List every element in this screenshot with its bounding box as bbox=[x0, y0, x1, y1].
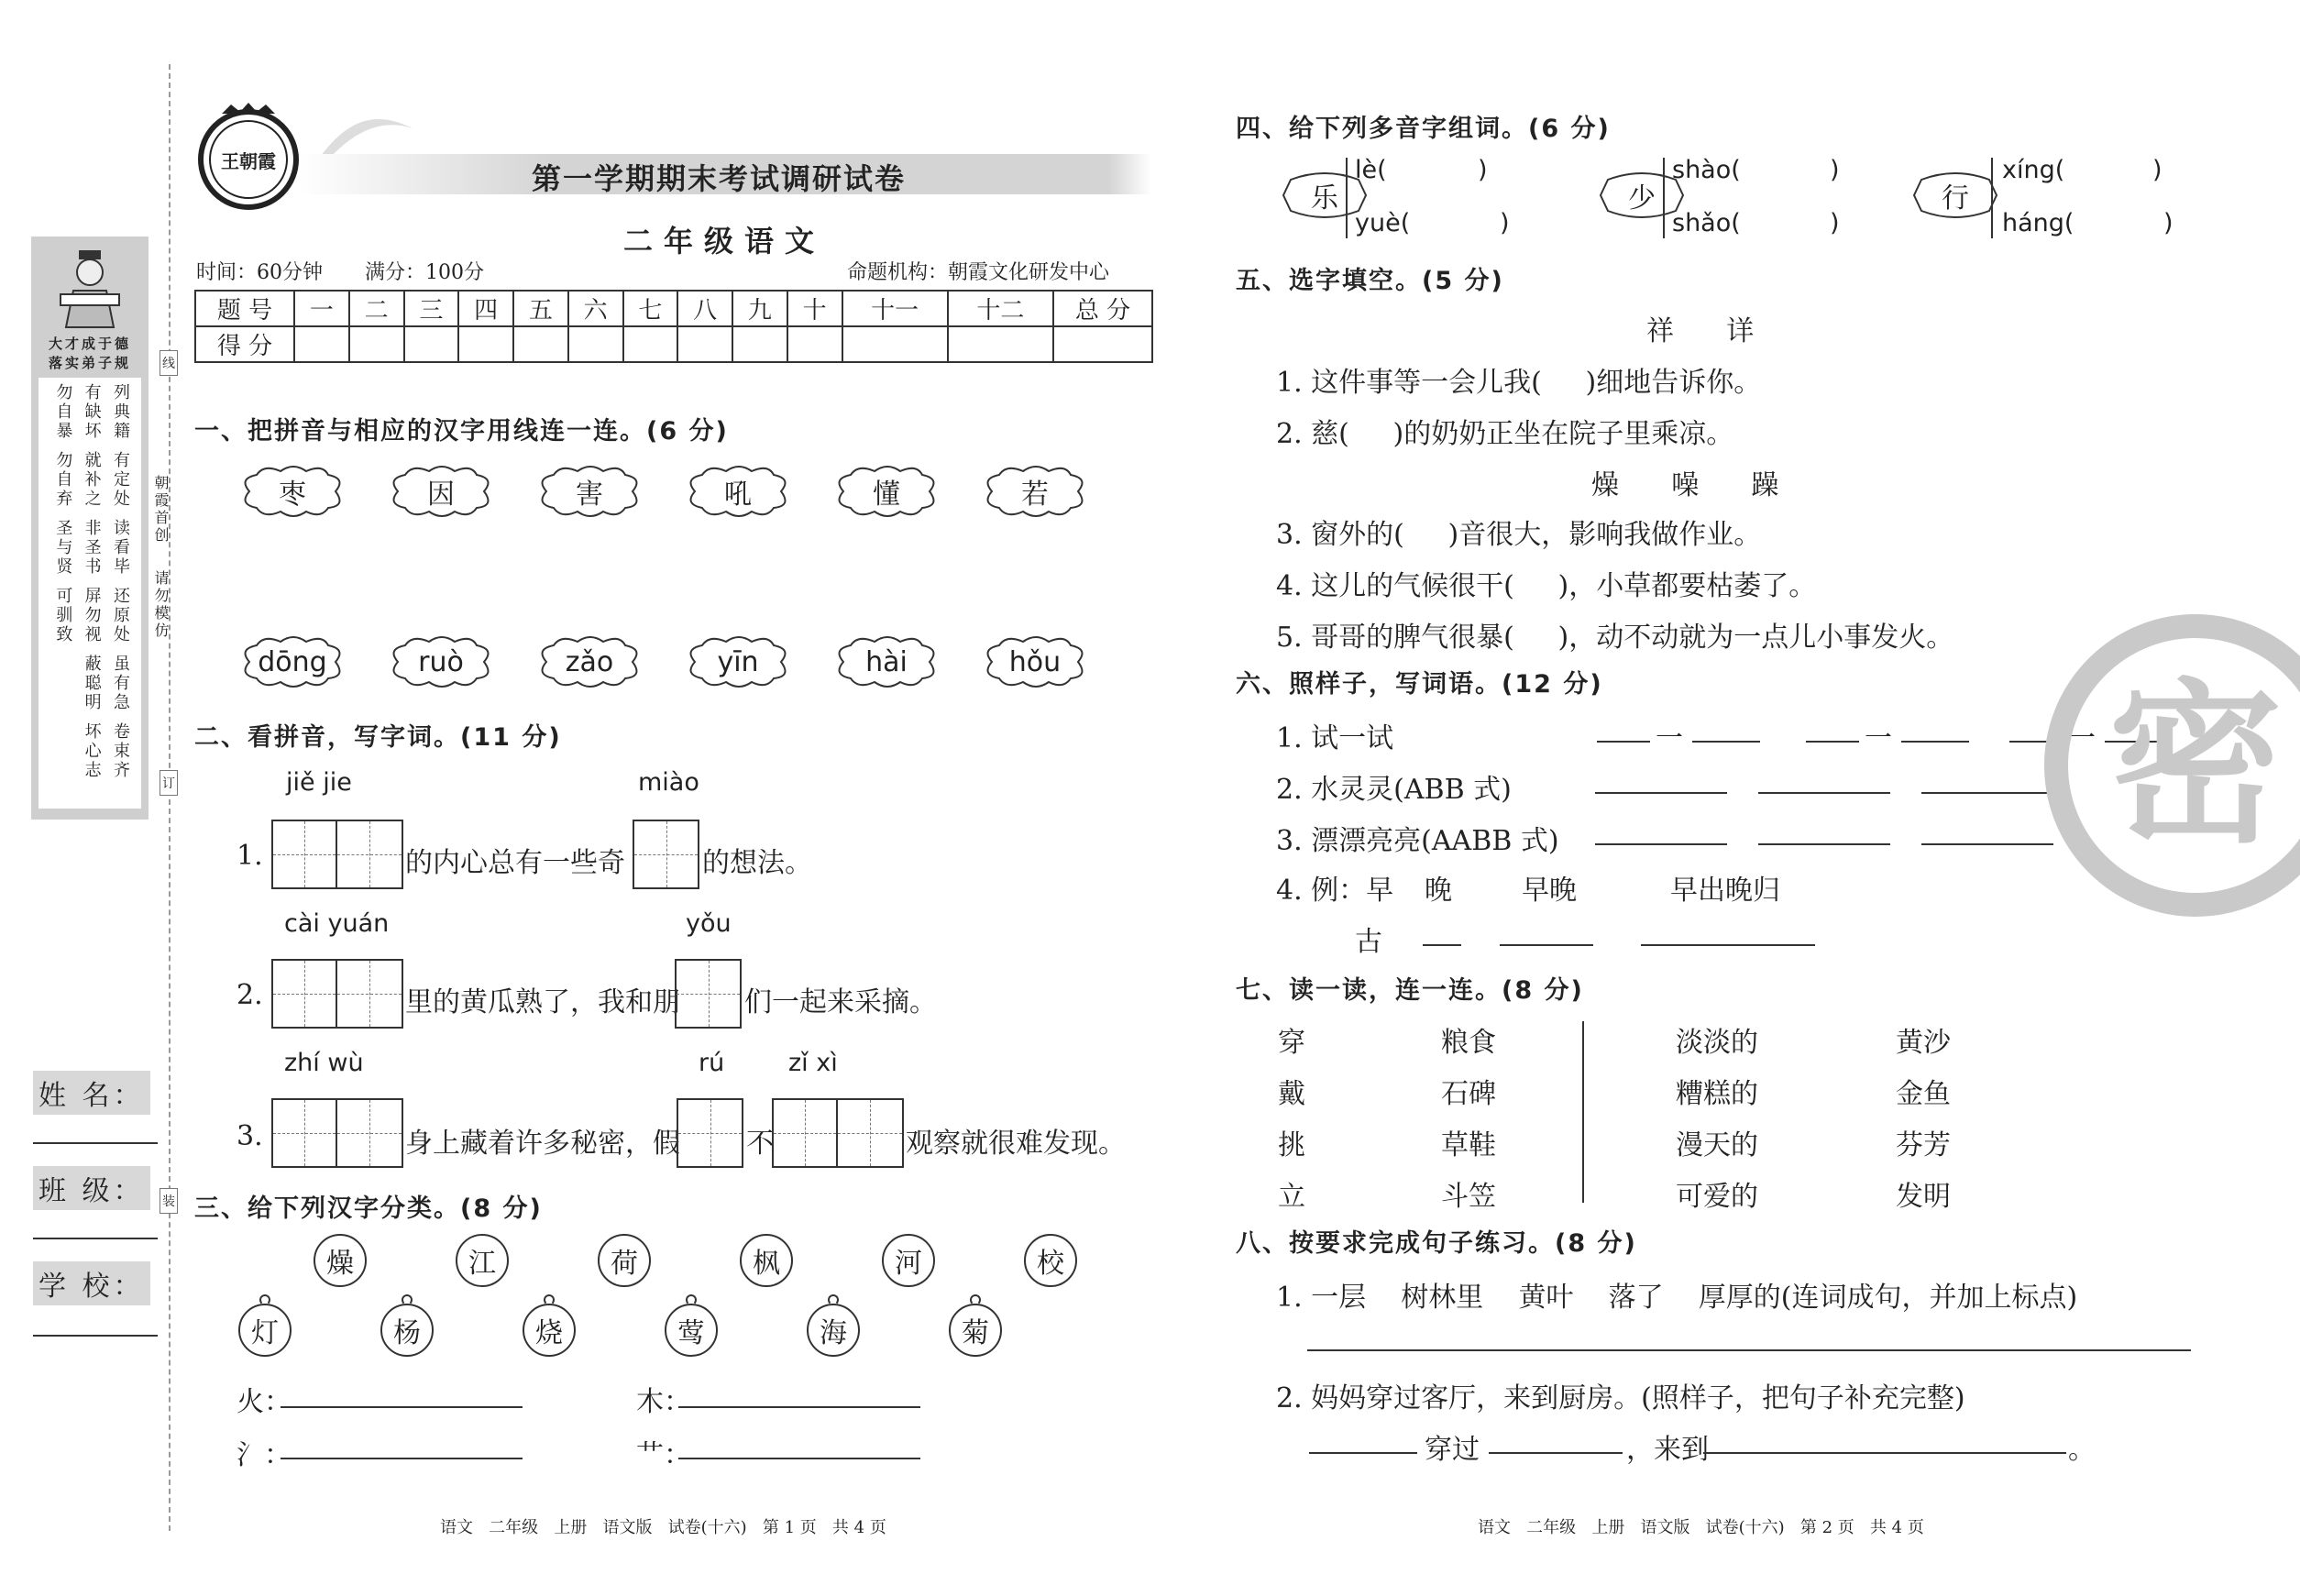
q6-blank[interactable] bbox=[1423, 944, 1461, 946]
poly-3b-close: ) bbox=[2163, 209, 2173, 237]
char-circle bbox=[238, 1304, 292, 1357]
q6-blank[interactable] bbox=[1500, 944, 1593, 946]
q6-blank[interactable] bbox=[1758, 792, 1890, 794]
score-value-row bbox=[195, 326, 1152, 362]
char-label: 吼 bbox=[724, 479, 752, 511]
poly-2a-close: ) bbox=[1830, 156, 1840, 184]
q2-l1-num: 1. bbox=[237, 840, 263, 872]
char-label: 行 bbox=[1942, 182, 1969, 215]
score-head: 二 bbox=[349, 291, 404, 326]
score-row-label: 得 分 bbox=[195, 326, 294, 362]
char-label: 少 bbox=[1628, 182, 1656, 215]
char-circle bbox=[314, 1234, 367, 1287]
q3-row1 bbox=[314, 1234, 1084, 1291]
q6-blank[interactable] bbox=[1758, 843, 1890, 845]
motto-col bbox=[48, 655, 74, 722]
q6-yi: 一 bbox=[1656, 722, 1683, 754]
brace-2 bbox=[1663, 158, 1670, 238]
motto-col: 勿自弃 bbox=[53, 451, 73, 509]
char-label: 莺 bbox=[677, 1317, 705, 1349]
score-head: 七 bbox=[623, 291, 678, 326]
motto-col: 列典籍 bbox=[111, 383, 130, 441]
school-label: 学 校： bbox=[33, 1261, 150, 1305]
motto-col: 勿自暴 bbox=[53, 383, 73, 441]
q7-c1: 立 bbox=[1278, 1181, 1305, 1213]
poly-2b: shǎo( bbox=[1672, 209, 1741, 237]
motto-text-block bbox=[39, 378, 141, 809]
score-cell[interactable] bbox=[404, 326, 459, 362]
pinyin-label: hài bbox=[865, 645, 908, 678]
q2-l3-pinyin2: rú bbox=[699, 1049, 725, 1077]
scholar-figure bbox=[39, 244, 141, 334]
q6-i2: 2. 水灵灵(ABB 式) bbox=[1276, 774, 1512, 806]
q2-l3-text2: 不 bbox=[746, 1128, 774, 1160]
q7-c3: 淡淡的 bbox=[1676, 1027, 1758, 1059]
char-label: 若 bbox=[1021, 479, 1049, 511]
q7-c4: 金鱼 bbox=[1896, 1078, 1951, 1110]
q8-end: 。 bbox=[2068, 1434, 2096, 1466]
pinyin-label: dōng bbox=[258, 645, 327, 678]
motto-line2: 落实弟子规 bbox=[48, 355, 131, 371]
char-label: 燥 bbox=[326, 1248, 354, 1280]
time-info: 时间：60分钟 bbox=[196, 261, 323, 284]
q7-c4: 芬芳 bbox=[1896, 1129, 1951, 1161]
wood-answer[interactable] bbox=[678, 1406, 920, 1408]
pinyin-label: yīn bbox=[717, 645, 759, 678]
q6-blank[interactable] bbox=[1901, 741, 1969, 743]
score-head: 五 bbox=[513, 291, 568, 326]
q2-l1-text1: 的内心总有一些奇 bbox=[405, 847, 625, 879]
char-label: 因 bbox=[427, 479, 455, 511]
name-label: 姓 名： bbox=[33, 1071, 150, 1115]
q2-l2-pinyin1: cài yuán bbox=[284, 909, 390, 938]
char-label: 枣 bbox=[279, 479, 306, 511]
q8-word2: ，来到 bbox=[1626, 1434, 1709, 1466]
q2-l3-pinyin3: zǐ xì bbox=[788, 1049, 838, 1077]
score-cell[interactable] bbox=[294, 326, 349, 362]
motto-col: 卷束齐 bbox=[111, 722, 130, 780]
char-label: 菊 bbox=[962, 1317, 989, 1349]
water-label: 氵： bbox=[237, 1439, 292, 1471]
q5-s2: 2. 慈( )的奶奶正坐在院子里乘凉。 bbox=[1276, 418, 1734, 450]
q6-i4-idiom: 早出晚归 bbox=[1670, 875, 1780, 907]
score-head: 十一 bbox=[842, 291, 948, 326]
motto-col: 还原处 bbox=[111, 587, 130, 644]
q6-i4-zaowan: 早晚 bbox=[1522, 875, 1577, 907]
binding-mark-3: 装 bbox=[160, 1188, 178, 1214]
q7-c2: 石碑 bbox=[1441, 1078, 1496, 1110]
class-label: 班 级： bbox=[33, 1166, 150, 1210]
score-cell[interactable] bbox=[948, 326, 1053, 362]
q1-title: 一、把拼音与相应的汉字用线连一连。(6 分) bbox=[194, 417, 729, 446]
motto-col: 坏心志 bbox=[82, 722, 102, 780]
grass-answer[interactable] bbox=[678, 1458, 920, 1459]
q6-i4-gu: 古 bbox=[1355, 926, 1382, 958]
q6-i3: 3. 漂漂亮亮(AABB 式) bbox=[1276, 825, 1559, 857]
q5-s3: 3. 窗外的( )音很大，影响我做作业。 bbox=[1276, 519, 1762, 551]
wood-label: 木： bbox=[636, 1386, 691, 1418]
q2-l2-box2[interactable] bbox=[675, 959, 742, 1029]
char-circle bbox=[949, 1304, 1002, 1357]
q7-c2: 草鞋 bbox=[1441, 1129, 1496, 1161]
score-cell[interactable] bbox=[349, 326, 404, 362]
char-circle bbox=[523, 1304, 576, 1357]
q2-l3-box3[interactable] bbox=[772, 1098, 904, 1168]
char-cloud[interactable] bbox=[979, 464, 1091, 519]
q5-s5: 5. 哥哥的脾气很暴( )，动不动就为一点儿小事发火。 bbox=[1276, 622, 1954, 654]
pinyin-label: zǎo bbox=[565, 645, 614, 678]
q5-choice-set2: 燥 噪 躁 bbox=[1591, 469, 1779, 501]
q2-l3-pinyin1: zhí wù bbox=[284, 1049, 364, 1077]
footer-left: 语文 二年级 上册 语文版 试卷(十六) 第 1 页 共 4 页 bbox=[440, 1518, 886, 1537]
poly-1b: yuè( bbox=[1355, 209, 1411, 237]
q6-yi: 一 bbox=[2068, 722, 2096, 754]
char-label: 枫 bbox=[753, 1248, 780, 1280]
q1-char-row bbox=[237, 464, 1062, 523]
char-label: 乐 bbox=[1311, 182, 1338, 215]
char-circle bbox=[598, 1234, 651, 1287]
q2-l3-text1: 身上藏着许多秘密，假 bbox=[405, 1128, 680, 1160]
poly-2b-close: ) bbox=[1830, 209, 1840, 237]
char-label: 荷 bbox=[611, 1248, 638, 1280]
q6-title: 六、照样子，写词语。(12 分) bbox=[1236, 670, 1603, 699]
char-circle bbox=[882, 1234, 935, 1287]
q6-blank[interactable] bbox=[1921, 843, 2053, 845]
q1-pinyin-row bbox=[237, 634, 1062, 693]
name-field[interactable] bbox=[33, 1142, 158, 1144]
score-head: 题 号 bbox=[195, 291, 294, 326]
q2-l3-box1[interactable] bbox=[271, 1098, 403, 1168]
q2-l2-box1[interactable] bbox=[271, 959, 403, 1029]
grass-label: 艹： bbox=[636, 1439, 691, 1471]
char-circle bbox=[665, 1304, 718, 1357]
q2-l2-num: 2. bbox=[237, 979, 263, 1011]
score-head: 三 bbox=[404, 291, 459, 326]
score-cell[interactable] bbox=[513, 326, 568, 362]
poly-1b-close: ) bbox=[1500, 209, 1510, 237]
char-cloud[interactable] bbox=[385, 464, 497, 519]
score-cell[interactable] bbox=[1053, 326, 1152, 362]
q8-blank-2[interactable] bbox=[1489, 1452, 1623, 1454]
char-cloud[interactable] bbox=[831, 464, 942, 519]
q2-title: 二、看拼音，写字词。(11 分) bbox=[194, 723, 562, 752]
binding-mark-1: 线 bbox=[160, 350, 178, 376]
score-table bbox=[194, 290, 1153, 363]
q7-title: 七、读一读，连一连。(8 分) bbox=[1236, 976, 1584, 1005]
q8-blank-1[interactable] bbox=[1309, 1452, 1417, 1454]
score-head: 十二 bbox=[948, 291, 1053, 326]
motto-col: 虽有急 bbox=[111, 655, 130, 712]
subject-title: 二年级语文 bbox=[623, 224, 826, 259]
q7-divider bbox=[1582, 1021, 1584, 1203]
char-label: 海 bbox=[820, 1317, 847, 1349]
q6-blank[interactable] bbox=[1595, 843, 1727, 845]
char-circle bbox=[456, 1234, 509, 1287]
q5-choice-set1: 祥 详 bbox=[1646, 315, 1755, 347]
q7-c4: 发明 bbox=[1896, 1181, 1951, 1213]
pinyin-cloud[interactable] bbox=[385, 634, 497, 689]
q7-c3: 漫天的 bbox=[1676, 1129, 1758, 1161]
q7-c2: 粮食 bbox=[1441, 1027, 1496, 1059]
score-cell[interactable] bbox=[568, 326, 623, 362]
score-head: 一 bbox=[294, 291, 349, 326]
q7-c2: 斗笠 bbox=[1441, 1181, 1496, 1213]
confidential-seal bbox=[2044, 614, 2300, 917]
brace-1 bbox=[1346, 158, 1353, 238]
q2-l1-text2: 的想法。 bbox=[702, 847, 812, 879]
motto-col bbox=[48, 722, 74, 790]
q8-s1: 1. 一层 树林里 黄叶 落了 厚厚的(连词成句，并加上标点) bbox=[1276, 1282, 2078, 1314]
char-cloud[interactable] bbox=[534, 464, 645, 519]
char-label: 江 bbox=[468, 1248, 496, 1280]
q3-title: 三、给下列汉字分类。(8 分) bbox=[194, 1194, 543, 1223]
poly-1a-close: ) bbox=[1478, 156, 1488, 184]
q6-blank[interactable] bbox=[1806, 741, 1859, 743]
fire-answer[interactable] bbox=[281, 1406, 523, 1408]
char-cloud[interactable] bbox=[237, 464, 348, 519]
q2-l1-pinyin1: jiě jie bbox=[286, 768, 352, 797]
q7-c1: 挑 bbox=[1278, 1129, 1305, 1161]
motto-col: 蔽聪明 bbox=[82, 655, 102, 712]
score-head: 总 分 bbox=[1053, 291, 1152, 326]
exam-title: 第一学期期末考试调研试卷 bbox=[532, 161, 907, 196]
q7-c4: 黄沙 bbox=[1896, 1027, 1951, 1059]
q4-title: 四、给下列多音字组词。(6 分) bbox=[1236, 115, 1611, 143]
char-circle bbox=[807, 1304, 860, 1357]
motto-col: 非圣书 bbox=[82, 519, 102, 577]
pinyin-cloud[interactable] bbox=[979, 634, 1091, 689]
q2-l1-pinyin2: miào bbox=[638, 768, 699, 797]
char-circle bbox=[380, 1304, 434, 1357]
poly-2a: shào( bbox=[1672, 156, 1741, 184]
score-head: 六 bbox=[568, 291, 623, 326]
motto-panel bbox=[31, 237, 149, 820]
char-circle bbox=[740, 1234, 793, 1287]
q8-title: 八、按要求完成句子练习。(8 分) bbox=[1236, 1229, 1637, 1258]
q8-word1: 穿过 bbox=[1425, 1434, 1480, 1466]
score-head: 九 bbox=[732, 291, 787, 326]
poly-3b: háng( bbox=[2002, 209, 2074, 237]
q2-l2-text1: 里的黄瓜熟了，我和朋 bbox=[405, 986, 680, 1018]
q6-blank[interactable] bbox=[1921, 792, 2053, 794]
q7-c1: 戴 bbox=[1278, 1078, 1305, 1110]
motto-col: 有缺坏 bbox=[82, 383, 102, 441]
score-header-row bbox=[195, 291, 1152, 326]
q6-i4-wan: 晚 bbox=[1425, 875, 1452, 907]
motto-col: 有定处 bbox=[111, 451, 130, 509]
pinyin-cloud[interactable] bbox=[534, 634, 645, 689]
fire-label: 火： bbox=[237, 1386, 292, 1418]
score-cell[interactable] bbox=[732, 326, 787, 362]
char-label: 烧 bbox=[535, 1317, 563, 1349]
q2-l2-pinyin2: yǒu bbox=[686, 909, 732, 938]
score-cell[interactable] bbox=[623, 326, 678, 362]
q7-c1: 穿 bbox=[1278, 1027, 1305, 1059]
q6-yi: 一 bbox=[1865, 722, 1892, 754]
motto-line1: 大才成于德 bbox=[48, 336, 131, 352]
brace-3 bbox=[1991, 158, 1998, 238]
q6-blank[interactable] bbox=[1597, 741, 1650, 743]
logo-text: 王朝霞 bbox=[221, 150, 276, 172]
q6-blank[interactable] bbox=[1641, 944, 1815, 946]
motto-col: 可驯致 bbox=[53, 587, 73, 644]
score-cell[interactable] bbox=[677, 326, 732, 362]
seal-character: 密 bbox=[2107, 664, 2283, 866]
poly-3a: xíng( bbox=[2002, 156, 2065, 184]
q2-l3-text3: 观察就很难发现。 bbox=[906, 1128, 1126, 1160]
brand-note-1: 朝霞首创 bbox=[152, 475, 170, 545]
school-field[interactable] bbox=[33, 1335, 158, 1337]
q8-s1-answer[interactable] bbox=[1307, 1349, 2191, 1351]
char-circle bbox=[1024, 1234, 1077, 1287]
score-cell[interactable] bbox=[842, 326, 948, 362]
char-cloud[interactable] bbox=[682, 464, 794, 519]
q8-blank-3[interactable] bbox=[1703, 1452, 2066, 1454]
poly-1a: lè( bbox=[1355, 156, 1387, 184]
motto-col: 屏勿视 bbox=[82, 587, 102, 644]
pinyin-label: hǒu bbox=[1008, 645, 1062, 678]
char-label: 校 bbox=[1037, 1248, 1064, 1280]
motto-col: 读看毕 bbox=[111, 519, 130, 577]
q6-i1: 1. 试一试 bbox=[1276, 722, 1394, 754]
brand-note-2: 请勿模仿 bbox=[152, 570, 170, 640]
pinyin-label: ruò bbox=[418, 645, 464, 678]
pinyin-cloud[interactable] bbox=[682, 634, 794, 689]
q2-l2-text2: 们一起来采摘。 bbox=[744, 986, 937, 1018]
pinyin-cloud[interactable] bbox=[237, 634, 348, 689]
q7-c3: 糟糕的 bbox=[1676, 1078, 1758, 1110]
q5-s1: 1. 这件事等一会儿我( )细地告诉你。 bbox=[1276, 367, 1762, 399]
water-answer[interactable] bbox=[281, 1458, 523, 1459]
q3-row2 bbox=[238, 1304, 1008, 1360]
score-head: 十 bbox=[787, 291, 842, 326]
q2-l3-num: 3. bbox=[237, 1120, 263, 1152]
binding-dashed-line bbox=[169, 64, 171, 1531]
q2-l3-box2[interactable] bbox=[677, 1098, 743, 1168]
q5-s4: 4. 这儿的气候很干( )，小草都要枯萎了。 bbox=[1276, 570, 1817, 602]
score-head: 八 bbox=[677, 291, 732, 326]
motto-col: 圣与贤 bbox=[53, 519, 73, 577]
q8-s2: 2. 妈妈穿过客厅，来到厨房。(照样子，把句子补充完整) bbox=[1276, 1382, 1965, 1414]
q2-l1-box1[interactable] bbox=[271, 820, 403, 889]
full-score-info: 满分：100分 bbox=[365, 261, 484, 284]
score-cell[interactable] bbox=[458, 326, 513, 362]
q2-l1-box2[interactable] bbox=[633, 820, 699, 889]
q7-c3: 可爱的 bbox=[1676, 1181, 1758, 1213]
q6-blank[interactable] bbox=[1595, 792, 1727, 794]
logo-emblem bbox=[194, 103, 303, 211]
score-cell[interactable] bbox=[787, 326, 842, 362]
poly-3a-close: ) bbox=[2152, 156, 2162, 184]
binding-mark-2: 订 bbox=[160, 770, 178, 796]
motto-col: 就补之 bbox=[82, 451, 102, 509]
footer-right: 语文 二年级 上册 语文版 试卷(十六) 第 2 页 共 4 页 bbox=[1478, 1518, 1924, 1537]
class-field[interactable] bbox=[33, 1238, 158, 1239]
char-label: 灯 bbox=[251, 1317, 279, 1349]
q6-i4-example: 4. 例：早 bbox=[1276, 875, 1394, 907]
pinyin-cloud[interactable] bbox=[831, 634, 942, 689]
q5-title: 五、选字填空。(5 分) bbox=[1236, 267, 1504, 295]
char-label: 懂 bbox=[873, 479, 900, 511]
q6-blank[interactable] bbox=[1692, 741, 1760, 743]
organizer-info: 命题机构：朝霞文化研发中心 bbox=[847, 261, 1110, 284]
char-label: 杨 bbox=[393, 1317, 421, 1349]
score-head: 四 bbox=[458, 291, 513, 326]
char-label: 害 bbox=[576, 479, 603, 511]
char-label: 河 bbox=[895, 1248, 922, 1280]
